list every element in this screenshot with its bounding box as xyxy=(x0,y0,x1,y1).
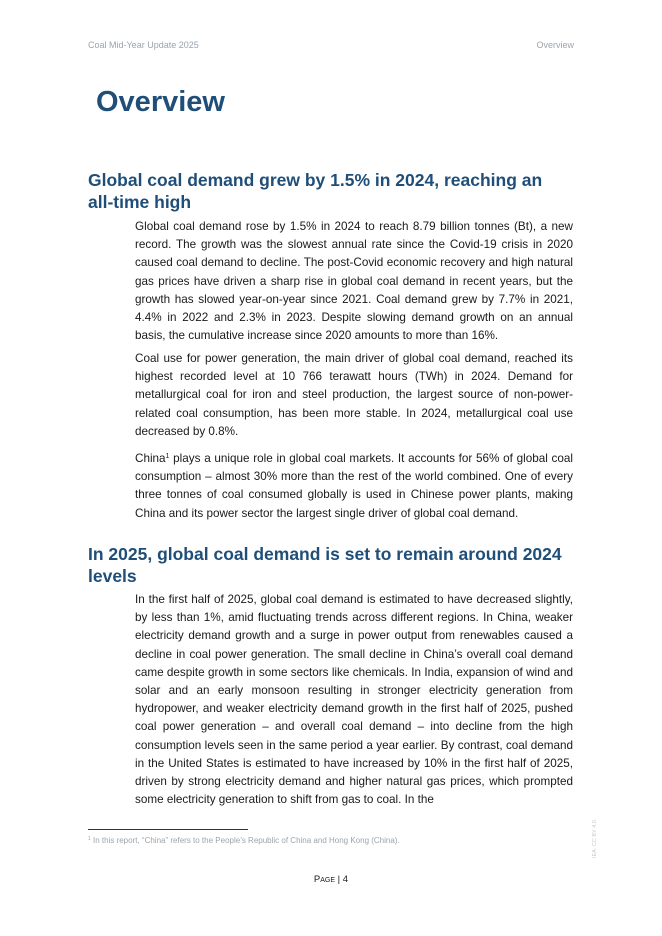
footnote-reference[interactable]: 1 xyxy=(165,453,170,460)
paragraph-1: Global coal demand rose by 1.5% in 2024 to reach 8.79 billion tonnes (Bt), a new record. The growth was the slowest annual rate since the Covid-19 crisis in 2020 caused coal demand to decline. The post-Covid economic recovery and high natural gas prices have driven a sharp rise in global coal demand in recent years, but the growth has slowed year-on-year since 2021. Coal demand grew by 7.7% in 2021, 4.4% in 2022 and 2.3% in 2023. Despite slowing demand growth on an annual basis, the cumulative increase since 2020 amounts to more than 16%. xyxy=(135,220,573,343)
paragraph-4: In the first half of 2025, global coal demand is estimated to have decreased slightly, by less than 1%, amid fluctuating trends across different regions. In China, weaker electricity demand growth and a surge in power output from renewables caused a decline in coal power generation. The small decline in China’s overall coal demand came despite growth in some sectors like chemicals. In India, expansion of wind and solar and an early monsoon resulting in stronger electricity generation from hydropower, and weaker electricity demand growth in the first half of 2025, pushed coal power generation – and overall coal demand – into decline from the high consumption levels seen in the same period a year earlier. By contrast, coal demand in the United States is estimated to have increased by 10% in the first half of 2025, driven by strong electricity demand and higher natural gas prices, which prompted some electricity generation to shift from gas to coal. In the xyxy=(135,593,573,807)
page-number-value: 4 xyxy=(342,874,349,885)
page-title: Overview xyxy=(96,86,225,118)
side-label: IEA. CC BY 4.0. xyxy=(592,818,598,858)
china-term: China xyxy=(135,452,166,465)
footnote-text: In this report, “China” refers to the People’s Republic of China and Hong Kong (China). xyxy=(90,836,400,845)
section-heading-2: In 2025, global coal demand is set to remain around 2024 levels xyxy=(88,544,562,586)
running-header-title: Coal Mid-Year Update 2025 xyxy=(88,40,199,50)
paragraph-3 xyxy=(135,450,573,523)
paragraph-2: Coal use for power generation, the main driver of global coal demand, reached its highest recorded level at 10 766 terawatt hours (TWh) in 2024. Demand for metallurgical coal for iron and steel production, the largest source of non-power-related coal consumption, has been more stable. In 2024, metallurgical coal use decreased by 0.8%. xyxy=(135,352,573,438)
page-separator: | xyxy=(335,874,343,885)
footnote-divider xyxy=(88,829,248,830)
running-header-section: Overview xyxy=(536,40,574,50)
paragraph-3-text: plays a unique role in global coal markets. It accounts for 56% of global coal consumption – almost 30% more than the rest of the world combined. One of every three tonnes of coal consumed globally is used in Chinese power plants, making China and its power sector the largest single driver of global coal demand. xyxy=(135,452,573,520)
section-heading-1: Global coal demand grew by 1.5% in 2024, reaching an all-time high xyxy=(88,170,543,212)
footnote xyxy=(88,836,400,845)
page-label: Page xyxy=(313,874,336,885)
footnote-mark: 1 xyxy=(88,836,91,842)
page-number xyxy=(0,874,662,885)
